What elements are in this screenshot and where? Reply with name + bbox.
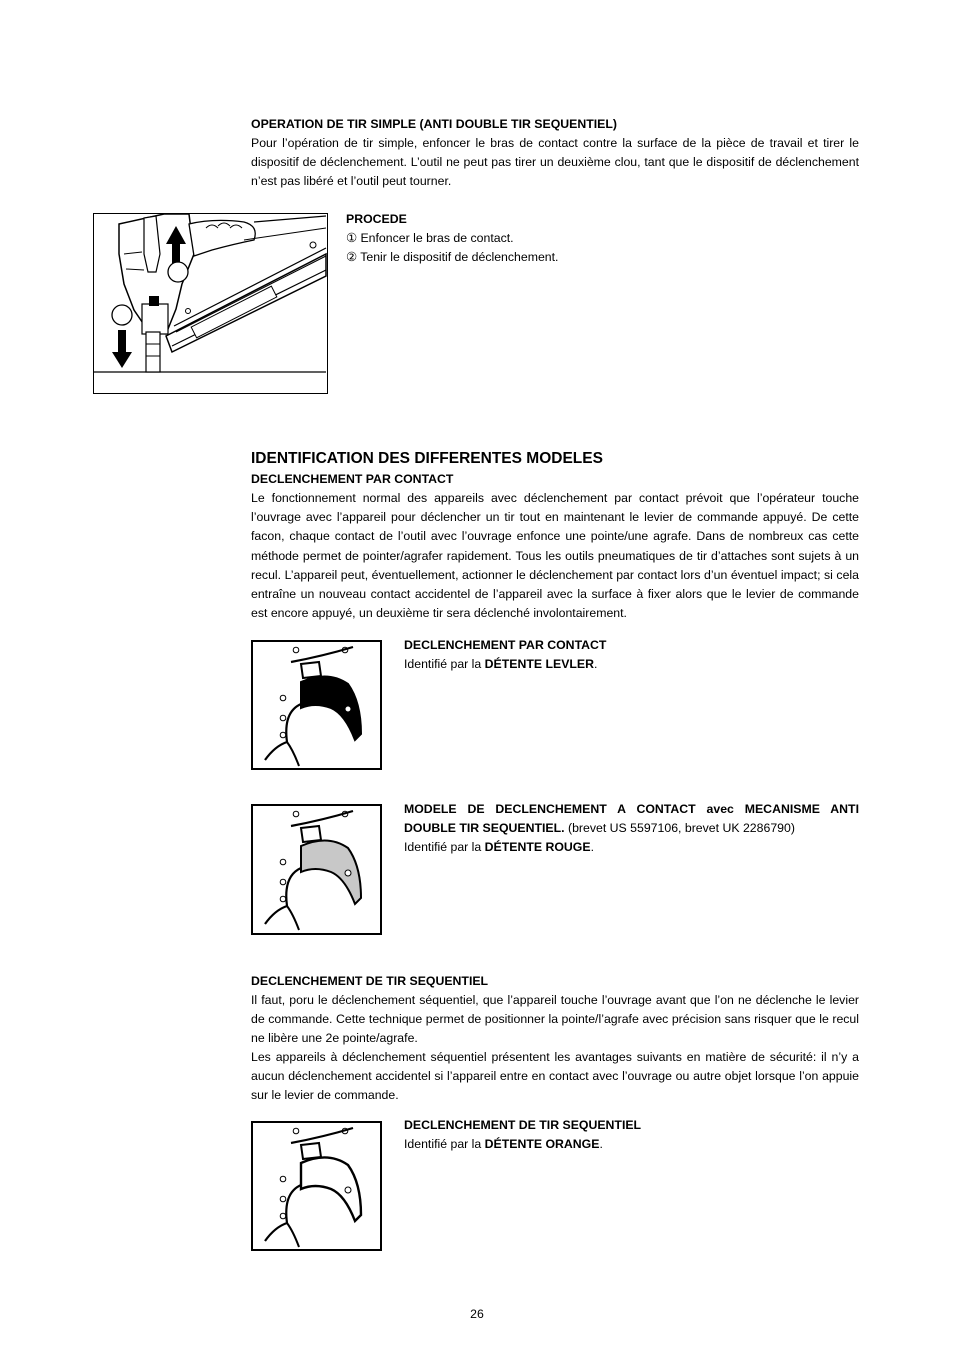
- red-trigger-patent: (brevet US 5597106, brevet UK 2286790): [564, 821, 795, 836]
- ident-prefix: Identifié par la: [404, 1137, 485, 1151]
- procede-step-2: [346, 248, 558, 267]
- section-body-contact-trip: Le fonctionnement normal des appareils avec déclenchement par contact prévoit que l’opérateur touche l’ouvrage avec l’appareil pour déclencher un tir tout en maintenant le levier de commande appuyé. De cette facon, chaque contact de l’outil avec l’ouvrage enfonce une pointe/une agrafe. Dans de nombreux cas cette méthode permet de pointer/agrafer rapidement. Tous les outils pneumatiques de tir d’attaches sont sujets à un recul. L’appareil peut, éventuellement, actionner le déclenchement par contact lors d’un éventuel impact; si cela entraîne un nouveau contact accidentel de l’appareil avec la surface à fixer alors que le levier de commande est encore appuyé, un deuxième tir sera déclenché involontairement.: [251, 491, 859, 621]
- ident-suffix: .: [590, 840, 594, 854]
- red-trigger-ident: [404, 838, 594, 857]
- black-trigger-title: DECLENCHEMENT PAR CONTACT: [404, 638, 607, 652]
- black-trigger-ident: [404, 655, 597, 674]
- red-trigger-title: MODELE DE DECLENCHEMENT A CONTACT avec MECANISME ANTI DOUBLE TIR SEQUENTIEL.: [404, 802, 859, 836]
- procede-heading: PROCEDE: [346, 212, 407, 226]
- section-heading-single-fire: OPERATION DE TIR SIMPLE (ANTI DOUBLE TIR SEQUENTIEL): [251, 117, 617, 131]
- section-heading-identification: IDENTIFICATION DES DIFFERENTES MODELES: [251, 450, 603, 467]
- procede-step-1: [346, 229, 514, 248]
- ident-prefix: Identifié par la: [404, 840, 485, 854]
- red-trigger-title-block: [404, 800, 859, 838]
- section-heading-sequential: DECLENCHEMENT DE TIR SEQUENTIEL: [251, 974, 489, 988]
- step-2-text: Tenir le dispositif de déclenchement.: [360, 250, 559, 264]
- section-body-single-fire: Pour l’opération de tir simple, enfoncer le bras de contact contre la surface de la pièce de travail et tirer le dispositif de déclenchement. L’outil ne peut pas tirer un deuxième clou, tant que le dispositif de déclenchement n’est pas libéré et l’outil peut tourner.: [251, 136, 859, 189]
- red-trigger-shape: [301, 840, 361, 904]
- ident-prefix: Identifié par la: [404, 657, 485, 671]
- ident-trigger-name: DÉTENTE ORANGE: [484, 1137, 600, 1151]
- red-trigger-illustration: [251, 804, 382, 935]
- ident-suffix: .: [594, 657, 598, 671]
- orange-trigger-title: DECLENCHEMENT DE TIR SEQUENTIEL: [404, 1118, 642, 1132]
- step-1-marker: ①: [346, 231, 358, 245]
- subheading-contact-trip: DECLENCHEMENT PAR CONTACT: [251, 472, 454, 486]
- orange-trigger-illustration: [251, 1121, 382, 1251]
- section-body-sequential-2: Les appareils à déclenchement séquentiel présentent les avantages suivants en matière de sécurité: il n’y a aucun déclenchement accidentel si l’appareil entre en contact avec l’ouvrage ou autre objet lorsque l’on appuie sur le levier de commande.: [251, 1050, 859, 1103]
- orange-trigger-ident: [404, 1135, 603, 1154]
- step-2-marker: ②: [346, 250, 358, 264]
- orange-trigger-shape: [301, 1157, 361, 1221]
- black-trigger-shape: [301, 676, 361, 740]
- section-body-sequential-1: Il faut, poru le déclenchement séquentiel, que l’appareil touche l’ouvrage avant que l’on ne déclenche le levier de commande. Cette technique permet de positionner la pointe/l’agrafe avec précision sans risquer que le recul ne libère une 2e pointe/agrafe.: [251, 993, 859, 1046]
- nailer-procedure-illustration: [93, 213, 328, 394]
- ident-trigger-name: DÉTENTE ROUGE: [484, 840, 591, 854]
- ident-trigger-name: DÉTENTE LEVLER: [484, 657, 594, 671]
- black-trigger-illustration: [251, 640, 382, 770]
- step-1-text: Enfoncer le bras de contact.: [360, 231, 514, 245]
- ident-suffix: .: [599, 1137, 603, 1151]
- page-number: 26: [470, 1307, 484, 1321]
